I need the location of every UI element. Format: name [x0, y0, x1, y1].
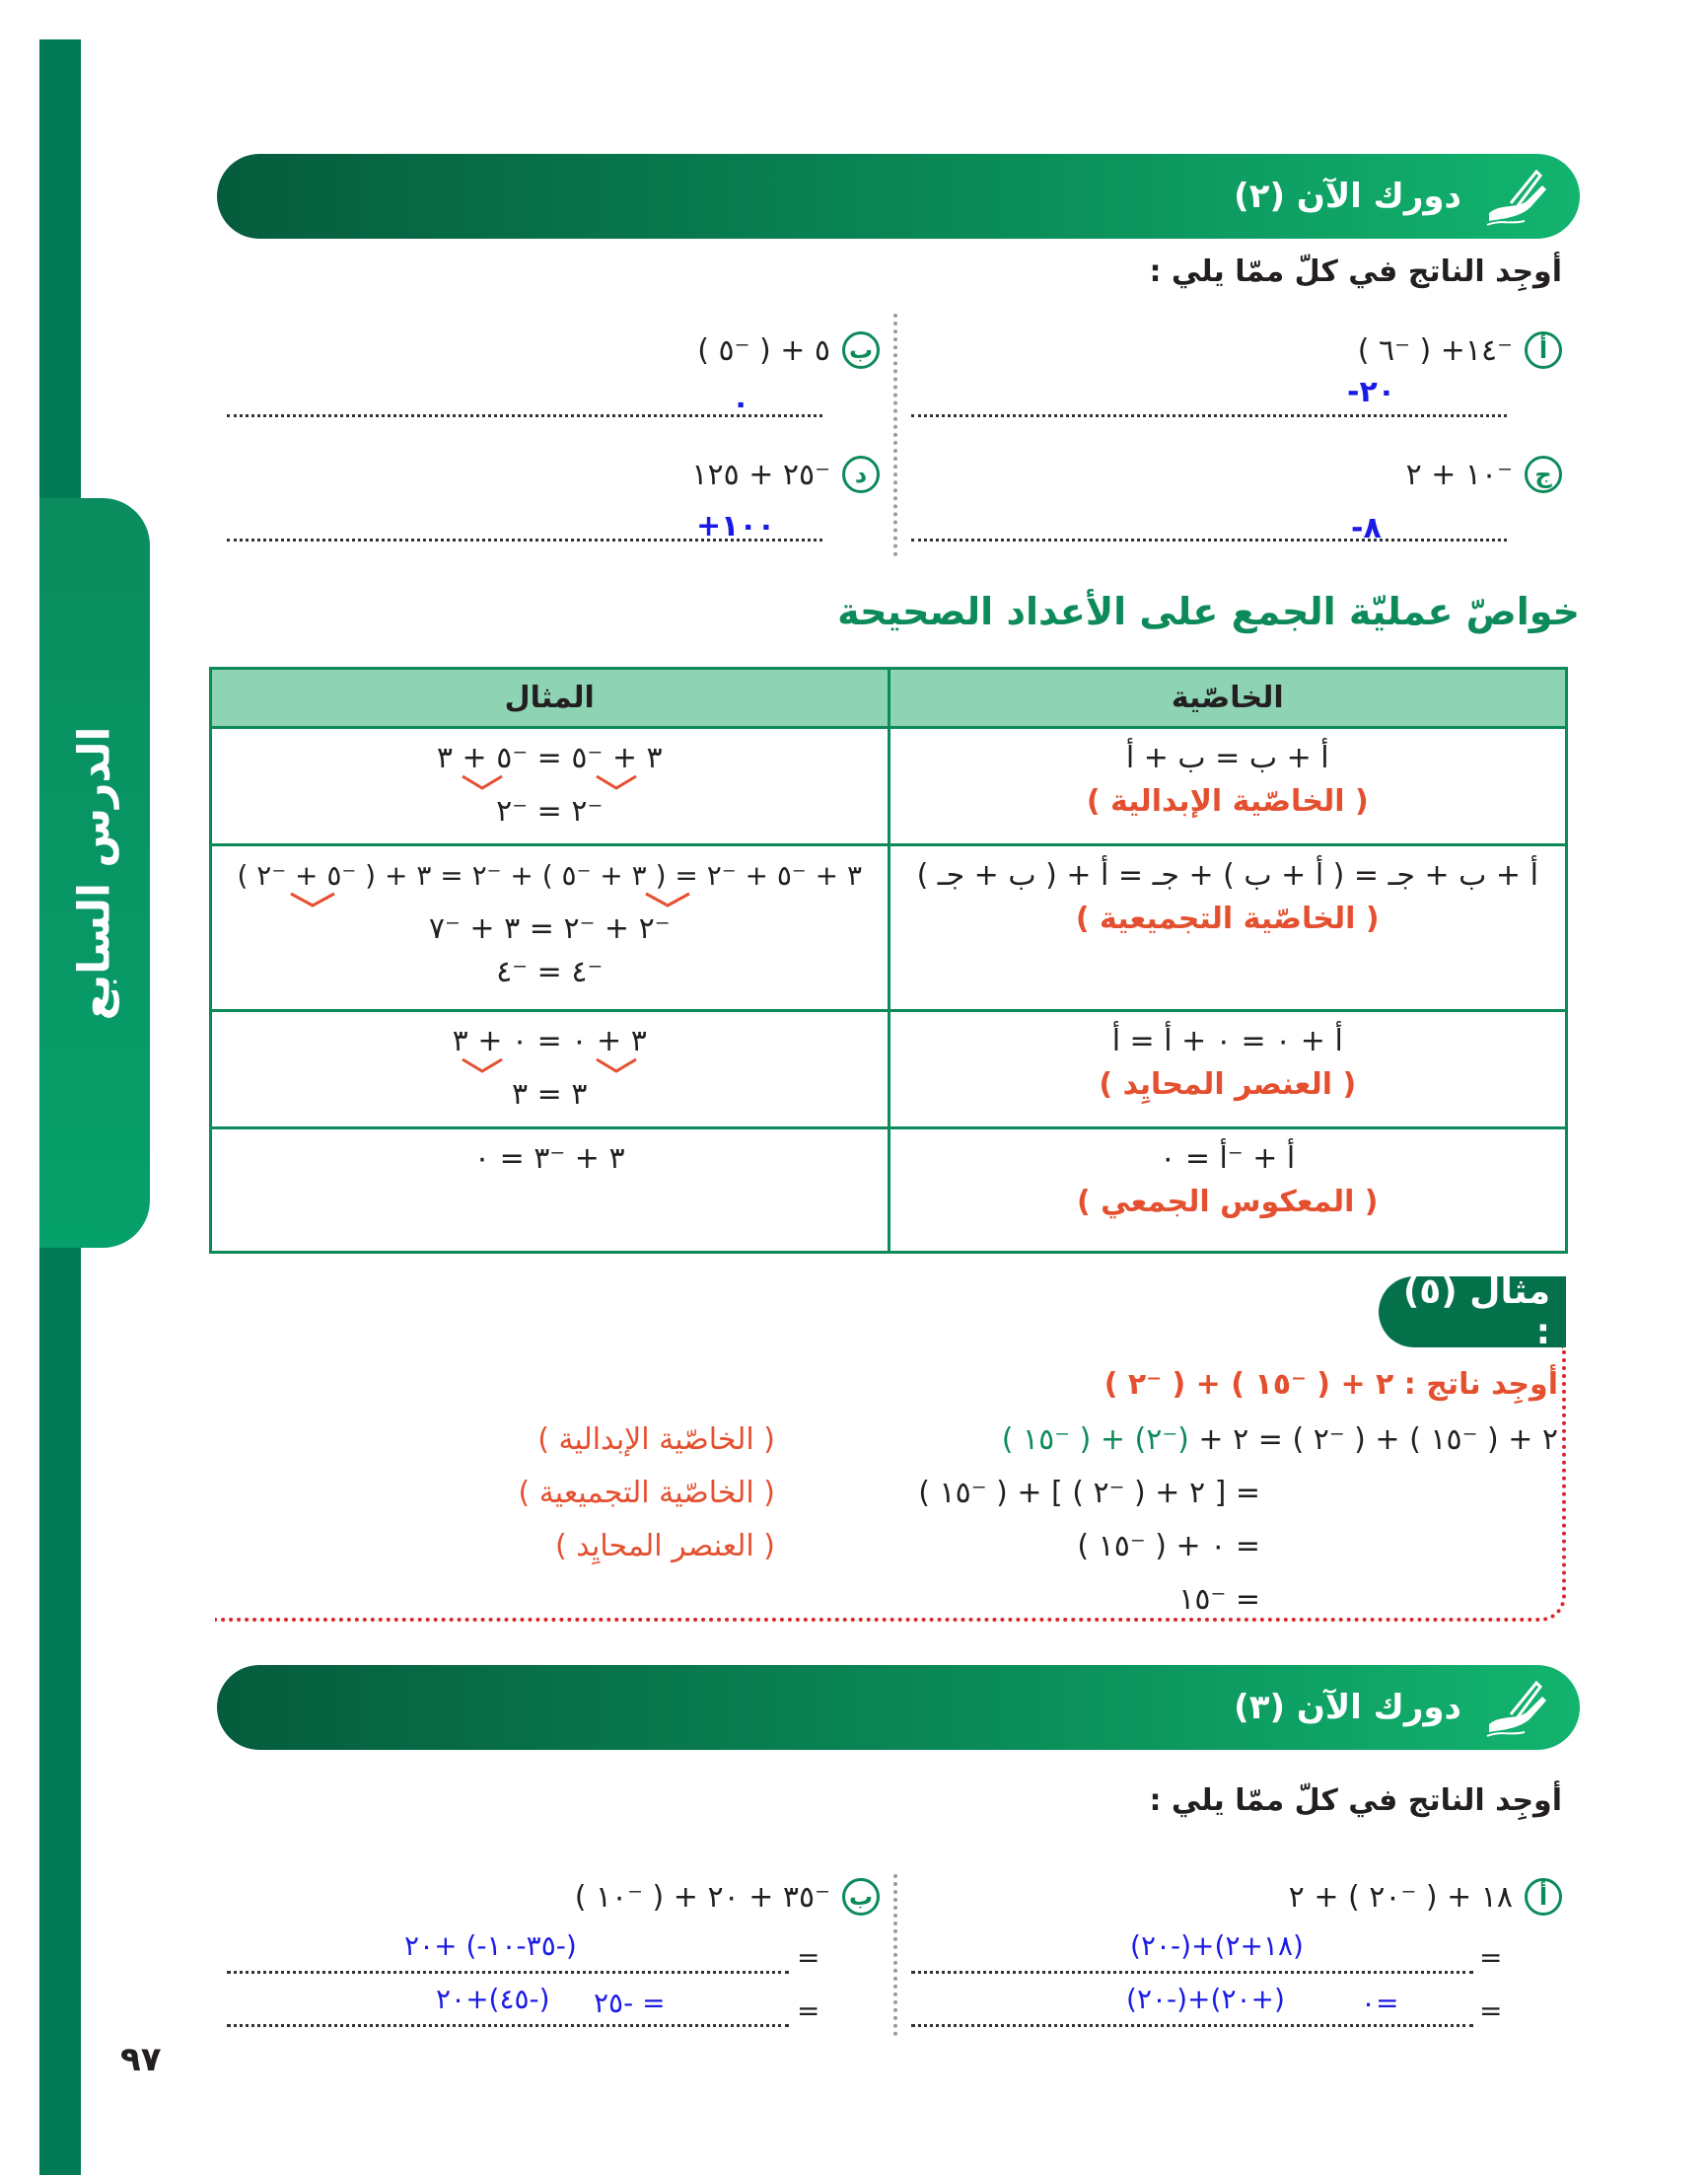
- item-expression: ⁻١٤+ ( ⁻٦ ): [1357, 332, 1513, 368]
- answer-line: [227, 414, 822, 417]
- property-rule: أ + ⁻أ = ٠: [1160, 1141, 1296, 1176]
- property-name: ( الخاصّية الإبدالية ): [1086, 784, 1369, 819]
- table-row: [211, 845, 1567, 1011]
- item-badge: أ: [1525, 1878, 1562, 1916]
- example-cell: [211, 1128, 890, 1253]
- answer-line: [911, 539, 1507, 542]
- answer-line: [911, 2024, 1473, 2027]
- answer-line: [227, 1971, 789, 1974]
- practice3-title: دورك الآن (٣): [1234, 1688, 1461, 1727]
- property-rule: أ + ب + جـ = ( أ + ب ) + جـ = أ + ( ب + جـ ): [916, 858, 1538, 893]
- practice2-instruction: أوجِد الناتج في كلّ ممّا يلي :: [1149, 254, 1562, 289]
- example-line: ٣ + ⁻٥ = ⁻٥ + ٣: [436, 741, 663, 775]
- example-line: ⁻٢ = ⁻٢: [496, 794, 604, 829]
- item-expression: ⁻٢٥ + ١٢٥: [691, 457, 830, 492]
- item-expression: ⁻٣٥ + ٢٠ + ( ⁻١٠ ): [574, 1879, 830, 1915]
- example-line: ٣ + ٠ = ٠ + ٣: [452, 1024, 647, 1058]
- property-name: ( العنصر المحايِد ): [1099, 1067, 1357, 1102]
- item-badge: ب: [842, 331, 880, 369]
- property-rule: أ + ب = ب + أ: [1125, 741, 1329, 775]
- practice2-item-d: [691, 456, 880, 493]
- property-name: ( الخاصّية التجميعية ): [1075, 902, 1380, 936]
- table-row: [211, 1128, 1567, 1253]
- writing-hand-icon: [1481, 164, 1550, 229]
- table-header-row: [211, 669, 1567, 728]
- example5-line1-b: (⁻٢) + ( ⁻١٥ ): [1001, 1422, 1189, 1457]
- item-handwritten-answer: ٨-: [1351, 511, 1382, 545]
- practice2-divider: [893, 314, 897, 556]
- example-cell: [211, 728, 890, 845]
- item-expression: ٥ + ( ⁻٥ ): [697, 332, 830, 368]
- page-number: ٩٧: [120, 2040, 162, 2079]
- lesson-side-tab-label: الدرس السابع: [69, 726, 120, 1020]
- example5-line4: = ⁻١٥: [1178, 1582, 1260, 1617]
- practice2-item-a: [1358, 331, 1562, 369]
- example-line: ⁻٢ + ⁻٢ = ٣ + ⁻٧: [428, 911, 671, 946]
- answer-line: [227, 539, 822, 542]
- example5-reason1: ( الخاصّية الإبدالية ): [537, 1422, 775, 1457]
- equals-sign: =: [1479, 1994, 1503, 2027]
- property-name: ( المعكوس الجمعي ): [1076, 1185, 1379, 1219]
- item-handwritten-answer: ١٠٠+: [696, 509, 776, 544]
- item-handwritten-answer: ٢٠-: [1347, 375, 1396, 409]
- example-cell: [211, 1011, 890, 1128]
- example5-question: أوجِد ناتج : ٢ + ( ⁻١٥ ) + ( ⁻٢ ): [1103, 1367, 1558, 1402]
- item-expression: ⁻١٠ + ٢: [1405, 457, 1513, 492]
- example5-line1: [1002, 1422, 1558, 1457]
- properties-table: [209, 667, 1568, 1254]
- equals-sign: =: [797, 1941, 820, 1974]
- example-line: ٣ + ⁻٥ + ⁻٢ = ( ٣ + ⁻٥ ) + ⁻٢ = ٣ + ( ⁻٥ + ⁻٢ ): [237, 859, 863, 892]
- practice2-item-b: [697, 331, 880, 369]
- example5-line1-a: ٢ + ( ⁻١٥ ) + ( ⁻٢ ) = ٢ +: [1198, 1422, 1558, 1457]
- item-badge: ج: [1525, 456, 1562, 493]
- col-example-header: المثال: [211, 669, 890, 728]
- table-row: [211, 1011, 1567, 1128]
- writing-hand-icon: [1481, 1675, 1550, 1740]
- practice2-banner: [217, 154, 1580, 239]
- practice3-instruction: أوجِد الناتج في كلّ ممّا يلي :: [1149, 1783, 1562, 1818]
- item-handwritten-result: =٠: [1361, 1987, 1399, 2019]
- example-line: ⁻٤ = ⁻٤: [496, 955, 604, 989]
- practice3-item-b: [575, 1878, 880, 1916]
- practice3-item-a: [1289, 1878, 1562, 1916]
- example5-reason2: ( الخاصّية التجميعية ): [518, 1476, 775, 1510]
- item-badge: ب: [842, 1878, 880, 1916]
- practice3-banner: [217, 1665, 1580, 1750]
- item-handwritten-result: = -٢٥: [594, 1987, 666, 2019]
- example5-reason3: ( العنصر المحايِد ): [554, 1529, 775, 1563]
- example5-tab: [1379, 1271, 1566, 1352]
- item-handwritten-step2: (-٤٥)+٢٠: [436, 1983, 550, 2015]
- properties-heading: خواصّ عمليّة الجمع على الأعداد الصحيحة: [837, 590, 1580, 633]
- example-cell: [211, 845, 890, 1011]
- property-cell: [889, 1128, 1567, 1253]
- example5-line2: = [ ٢ + ( ⁻٢ ) ] + ( ⁻١٥ ): [918, 1476, 1260, 1510]
- col-property-header: الخاصّية: [889, 669, 1567, 728]
- item-expression: ١٨ + ( ⁻٢٠ ) + ٢: [1288, 1879, 1513, 1915]
- property-cell: [889, 1011, 1567, 1128]
- property-rule: أ + ٠ = ٠ + أ = أ: [1111, 1024, 1343, 1058]
- practice2-item-c: [1406, 456, 1562, 493]
- practice2-title: دورك الآن (٢): [1234, 177, 1461, 216]
- answer-line: [911, 414, 1507, 417]
- property-cell: [889, 845, 1567, 1011]
- table-row: [211, 728, 1567, 845]
- example-line: ٣ = ٣: [512, 1077, 588, 1112]
- equals-sign: =: [797, 1994, 820, 2027]
- item-handwritten-step1: (١٨+٢)+(-٢٠): [1130, 1929, 1304, 1962]
- item-handwritten-step2: (+٢٠)+(-٢٠): [1126, 1983, 1285, 2015]
- item-handwritten-answer: ٠: [732, 387, 750, 421]
- item-handwritten-step1: (-٣٥-١٠-) +٢٠: [404, 1929, 577, 1962]
- example5-line3: = ٠ + ( ⁻١٥ ): [1077, 1529, 1260, 1563]
- practice3-divider: [893, 1874, 897, 2036]
- answer-line: [911, 1971, 1473, 1974]
- equals-sign: =: [1479, 1941, 1503, 1974]
- answer-line: [227, 2024, 789, 2027]
- item-badge: د: [842, 456, 880, 493]
- lesson-side-tab-label-wrap: [39, 498, 150, 1248]
- example-line: ٣ + ⁻٣ = ٠: [473, 1141, 625, 1176]
- example5-title: مثال (٥) :: [1402, 1271, 1550, 1352]
- item-badge: أ: [1525, 331, 1562, 369]
- property-cell: [889, 728, 1567, 845]
